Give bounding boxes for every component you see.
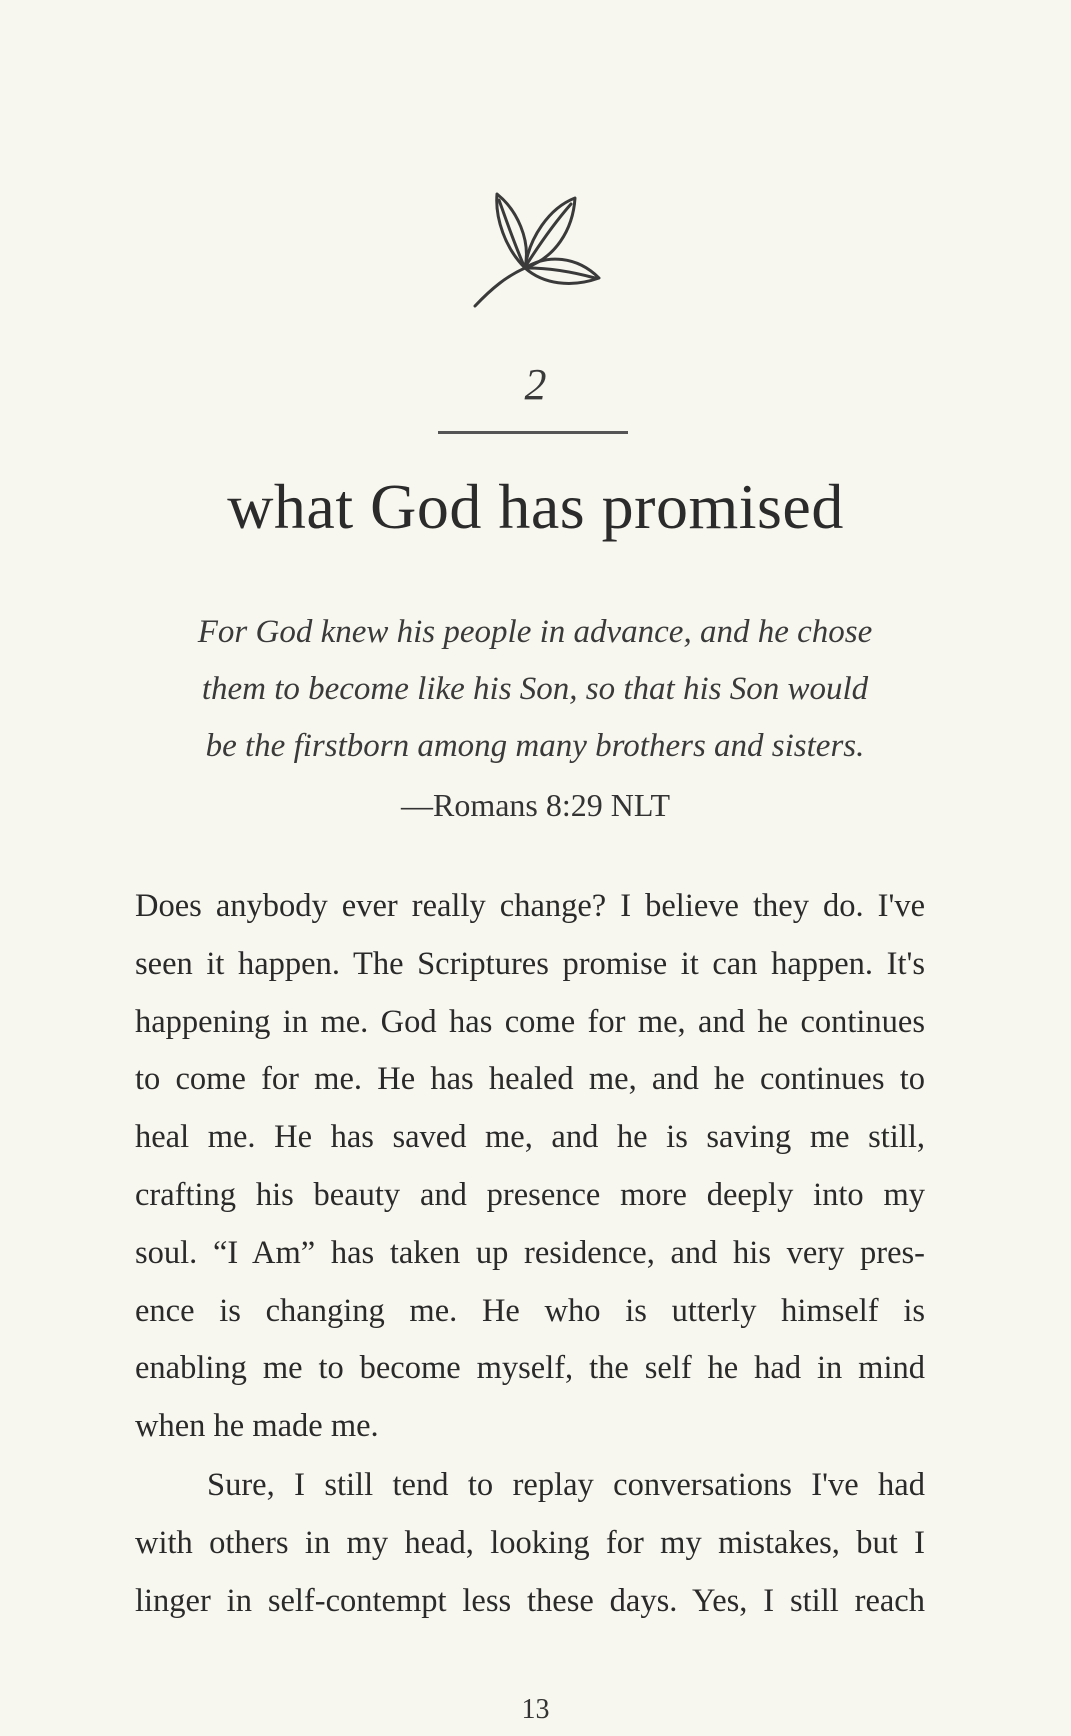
text-line: Sure, I still tend to replay conversations I've had xyxy=(207,1467,925,1503)
epigraph-line: them to become like his Son, so that his Son would xyxy=(201,671,869,707)
text-line: seen it happen. The Scriptures promise it can happen. It's xyxy=(135,945,925,982)
epigraph-line: be the firstborn among many brothers and sisters. xyxy=(205,728,865,764)
epigraph-citation: —Romans 8:29 NLT xyxy=(400,787,671,823)
body-paragraph xyxy=(135,878,925,1456)
text-line: heal me. He has saved me, and he is saving me still, xyxy=(135,1119,925,1156)
leaf-sprig-icon xyxy=(467,188,607,318)
text-line: Does anybody ever really change? I believe they do. I've xyxy=(135,888,925,924)
epigraph-line: For God knew his people in advance, and he chose xyxy=(197,614,873,650)
epigraph xyxy=(150,604,920,775)
text-line: to come for me. He has healed me, and he continues to xyxy=(135,1061,925,1098)
text-line: happening in me. God has come for me, and he continues xyxy=(135,1003,925,1040)
text-line: crafting his beauty and presence more deeply into my xyxy=(135,1176,925,1213)
text-line: soul. “I Am” has taken up residence, and his very pres- xyxy=(135,1234,925,1271)
text-line: enabling me to become myself, the self he had in mind xyxy=(135,1350,925,1387)
text-line: linger in self-contempt less these days. Yes, I still reach xyxy=(135,1582,925,1619)
body-paragraph xyxy=(135,1457,925,1630)
text-line: ence is changing me. He who is utterly himself is xyxy=(135,1292,925,1329)
chapter-title: what God has promised xyxy=(227,471,844,542)
text-line: when he made me. xyxy=(135,1408,379,1445)
page-number: 13 xyxy=(521,1694,550,1725)
text-line: with others in my head, looking for my mistakes, but I xyxy=(135,1524,925,1561)
chapter-number: 2 xyxy=(524,360,547,409)
chapter-divider xyxy=(438,431,628,434)
